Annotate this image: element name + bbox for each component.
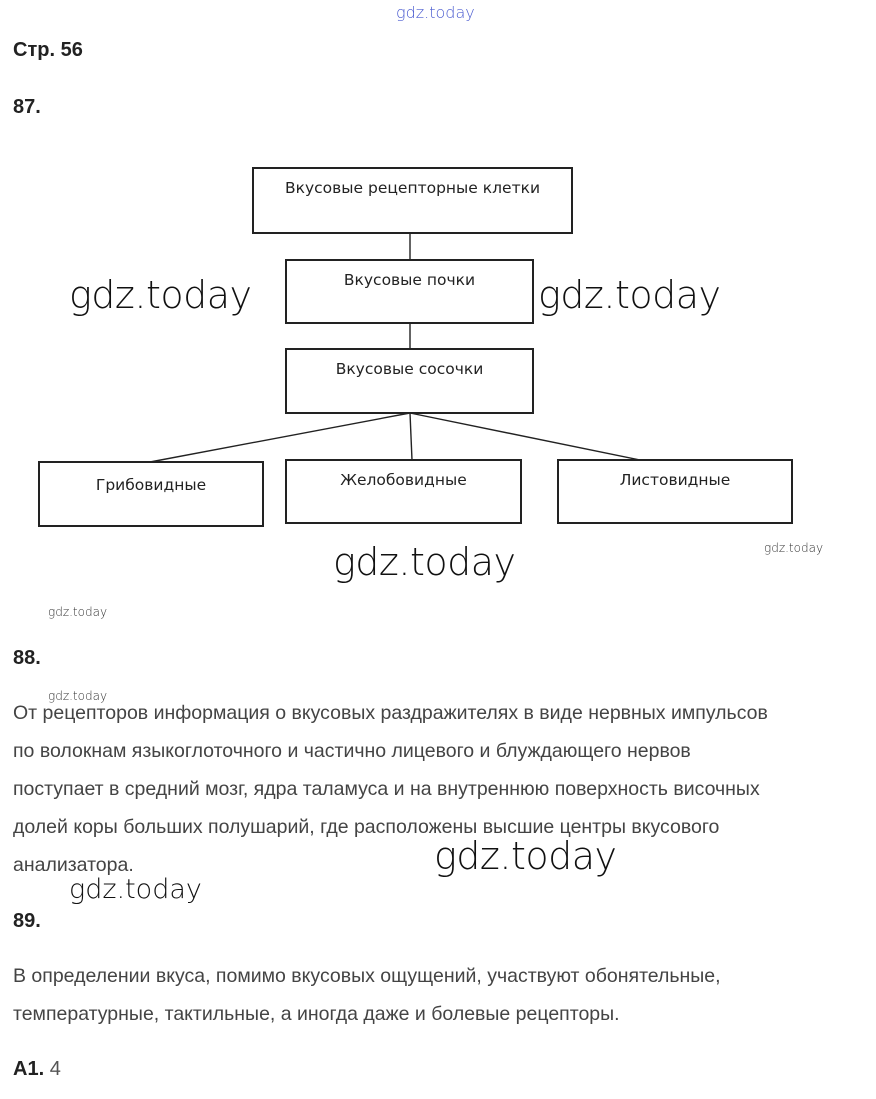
- task-87-number: 87.: [13, 96, 41, 118]
- diagram-leaf-label: Листовидные: [619, 471, 731, 489]
- page-label: Стр. 56: [13, 39, 83, 61]
- diagram-leaf-label: Грибовидные: [95, 476, 207, 494]
- diagram-root-box: [252, 167, 573, 234]
- diagram-level3-box: [285, 348, 534, 414]
- connector-level3-leaf-1: [150, 413, 410, 462]
- a1-answer-row: [13, 1058, 61, 1081]
- watermark-big-center: gdz.today: [333, 540, 516, 584]
- text-line: анализатора.: [13, 854, 134, 876]
- diagram-root-label: Вкусовые рецепторные клетки: [284, 179, 541, 197]
- text-line: поступает в средний мозг, ядра таламуса и на внутреннюю поверхность височных: [13, 778, 760, 800]
- text-line: От рецепторов информация о вкусовых раздражителях в виде нервных импульсов: [13, 702, 768, 724]
- diagram-level2-label: Вкусовые почки: [343, 271, 476, 289]
- diagram-leaf-label: Желобовидные: [340, 471, 467, 489]
- diagram-leaf-box: [38, 461, 264, 527]
- connector-level3-leaf-2: [410, 413, 412, 460]
- diagram-leaf-box: [285, 459, 522, 524]
- task-89-number: 89.: [13, 910, 41, 932]
- diagram-leaf-box: [557, 459, 793, 524]
- watermark-big-right: gdz.today: [538, 273, 721, 317]
- diagram-level2-box: [285, 259, 534, 324]
- watermark-small-above-88: gdz.today: [48, 689, 108, 703]
- task-88-number: 88.: [13, 647, 41, 669]
- watermark-top: gdz.today: [396, 3, 475, 22]
- text-line: долей коры больших полушарий, где расположены высшие центры вкусового: [13, 816, 720, 838]
- connector-level3-leaf-3: [410, 413, 640, 460]
- text-line: температурные, тактильные, а иногда даже и болевые рецепторы.: [13, 1003, 620, 1025]
- a1-label: А1.: [13, 1058, 45, 1080]
- text-line: В определении вкуса, помимо вкусовых ощущений, участвуют обонятельные,: [13, 965, 721, 987]
- watermark-big-text: gdz.today: [434, 834, 617, 878]
- text-line: по волокнам языкоглоточного и частично лицевого и блуждающего нервов: [13, 740, 691, 762]
- a1-answer: 4: [49, 1058, 61, 1080]
- diagram-level3-label: Вкусовые сосочки: [335, 360, 484, 378]
- watermark-mid-left: gdz.today: [69, 874, 202, 905]
- watermark-big-left: gdz.today: [69, 273, 252, 317]
- watermark-small-left: gdz.today: [48, 605, 108, 619]
- task-89-text: [13, 957, 873, 1033]
- watermark-small-right: gdz.today: [764, 541, 824, 555]
